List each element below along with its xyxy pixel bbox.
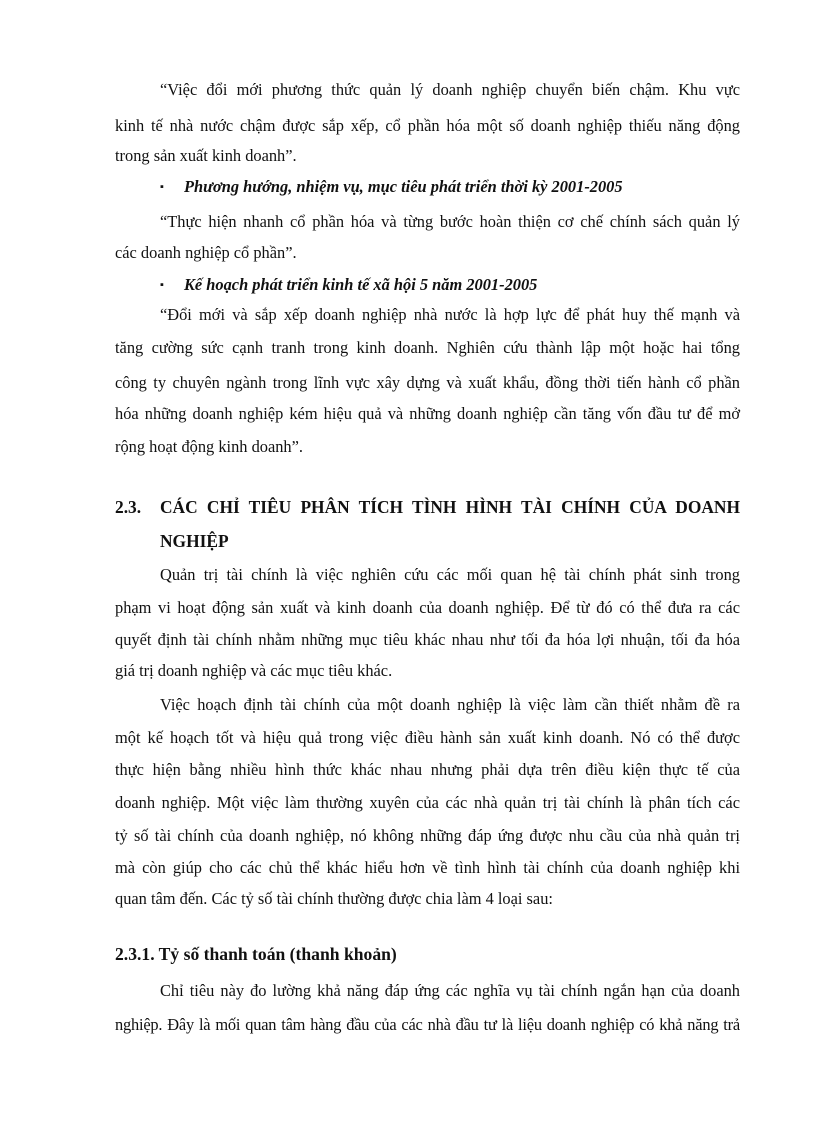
bullet-text: Phương hướng, nhiệm vụ, mục tiêu phát triển thời kỳ 2001-2005 <box>184 177 623 196</box>
para5-line: mà còn giúp cho các chủ thể khác hiểu hơn về tình hình tài chính của doanh nghiệp khi <box>115 858 740 877</box>
bullet-square-icon: ▪ <box>160 181 164 193</box>
para1-line: “Việc đổi mới phương thức quản lý doanh nghiệp chuyển biến chậm. Khu vực <box>160 80 740 99</box>
para5-line: tỷ số tài chính của doanh nghiệp, nó không những đáp ứng được nhu cầu của nhà quản trị <box>115 826 740 845</box>
section-title: CÁC CHỈ TIÊU PHÂN TÍCH TÌNH HÌNH TÀI CHÍNH CỦA DOANH <box>160 497 740 517</box>
para6-line: nghiệp. Đây là mối quan tâm hàng đầu của các nhà đầu tư là liệu doanh nghiệp có khả năng trả <box>115 1015 740 1034</box>
para5-line: thực hiện bằng nhiều hình thức khác nhau nhưng phải dựa trên điều kiện thực tế của <box>115 760 740 779</box>
para3-line: tăng cường sức cạnh tranh trong kinh doanh. Nghiên cứu thành lập một hoặc hai tổng <box>115 338 740 357</box>
subsection-title: 2.3.1. Tỷ số thanh toán (thanh khoản) <box>115 944 397 964</box>
section-number: 2.3. <box>115 497 142 517</box>
para3-line: rộng hoạt động kinh doanh”. <box>115 437 304 456</box>
para1-line: kinh tế nhà nước chậm được sắp xếp, cổ phần hóa một số doanh nghiệp thiếu năng động <box>115 116 740 135</box>
para3-line: hóa những doanh nghiệp kém hiệu quả và những doanh nghiệp cần tăng vốn đầu tư để mở <box>115 404 740 423</box>
para5-line: doanh nghiệp. Một việc làm thường xuyên của các nhà quản trị tài chính là phân tích các <box>115 793 740 812</box>
para1-line: trong sản xuất kinh doanh”. <box>115 146 297 165</box>
bullet-square-icon: ▪ <box>160 279 164 291</box>
para3-line: “Đổi mới và sắp xếp doanh nghiệp nhà nước là hợp lực để phát huy thế mạnh và <box>160 305 740 324</box>
para5-line: một kế hoạch tốt và hiệu quả trong việc điều hành sản xuất kinh doanh. Nó có thể được <box>115 728 740 747</box>
para5-line: quan tâm đến. Các tỷ số tài chính thường được chia làm 4 loại sau: <box>115 889 553 908</box>
para4-line: phạm vi hoạt động sản xuất và kinh doanh của doanh nghiệp. Để từ đó có thể đưa ra các <box>115 598 740 617</box>
section-title: NGHIỆP <box>160 531 229 551</box>
para4-line: quyết định tài chính nhằm những mục tiêu khác nhau như tối đa hóa lợi nhuận, tối đa hóa <box>115 630 740 649</box>
bullet-item <box>160 177 623 197</box>
para3-line: công ty chuyên ngành trong lĩnh vực xây dựng và xuất khẩu, đồng thời tiến hành cổ phần <box>115 373 740 392</box>
para4-line: giá trị doanh nghiệp và các mục tiêu khác. <box>115 661 393 680</box>
bullet-text: Kế hoạch phát triển kinh tế xã hội 5 năm 2001-2005 <box>184 275 538 294</box>
para2-line: “Thực hiện nhanh cổ phần hóa và từng bước hoàn thiện cơ chế chính sách quản lý <box>160 212 740 231</box>
para2-line: các doanh nghiệp cổ phần”. <box>115 243 297 262</box>
bullet-item <box>160 275 537 295</box>
para4-line: Quản trị tài chính là việc nghiên cứu các mối quan hệ tài chính phát sinh trong <box>160 565 740 584</box>
para6-line: Chỉ tiêu này đo lường khả năng đáp ứng các nghĩa vụ tài chính ngắn hạn của doanh <box>160 981 740 1000</box>
para5-line: Việc hoạch định tài chính của một doanh nghiệp là việc làm cần thiết nhằm đề ra <box>160 695 740 714</box>
